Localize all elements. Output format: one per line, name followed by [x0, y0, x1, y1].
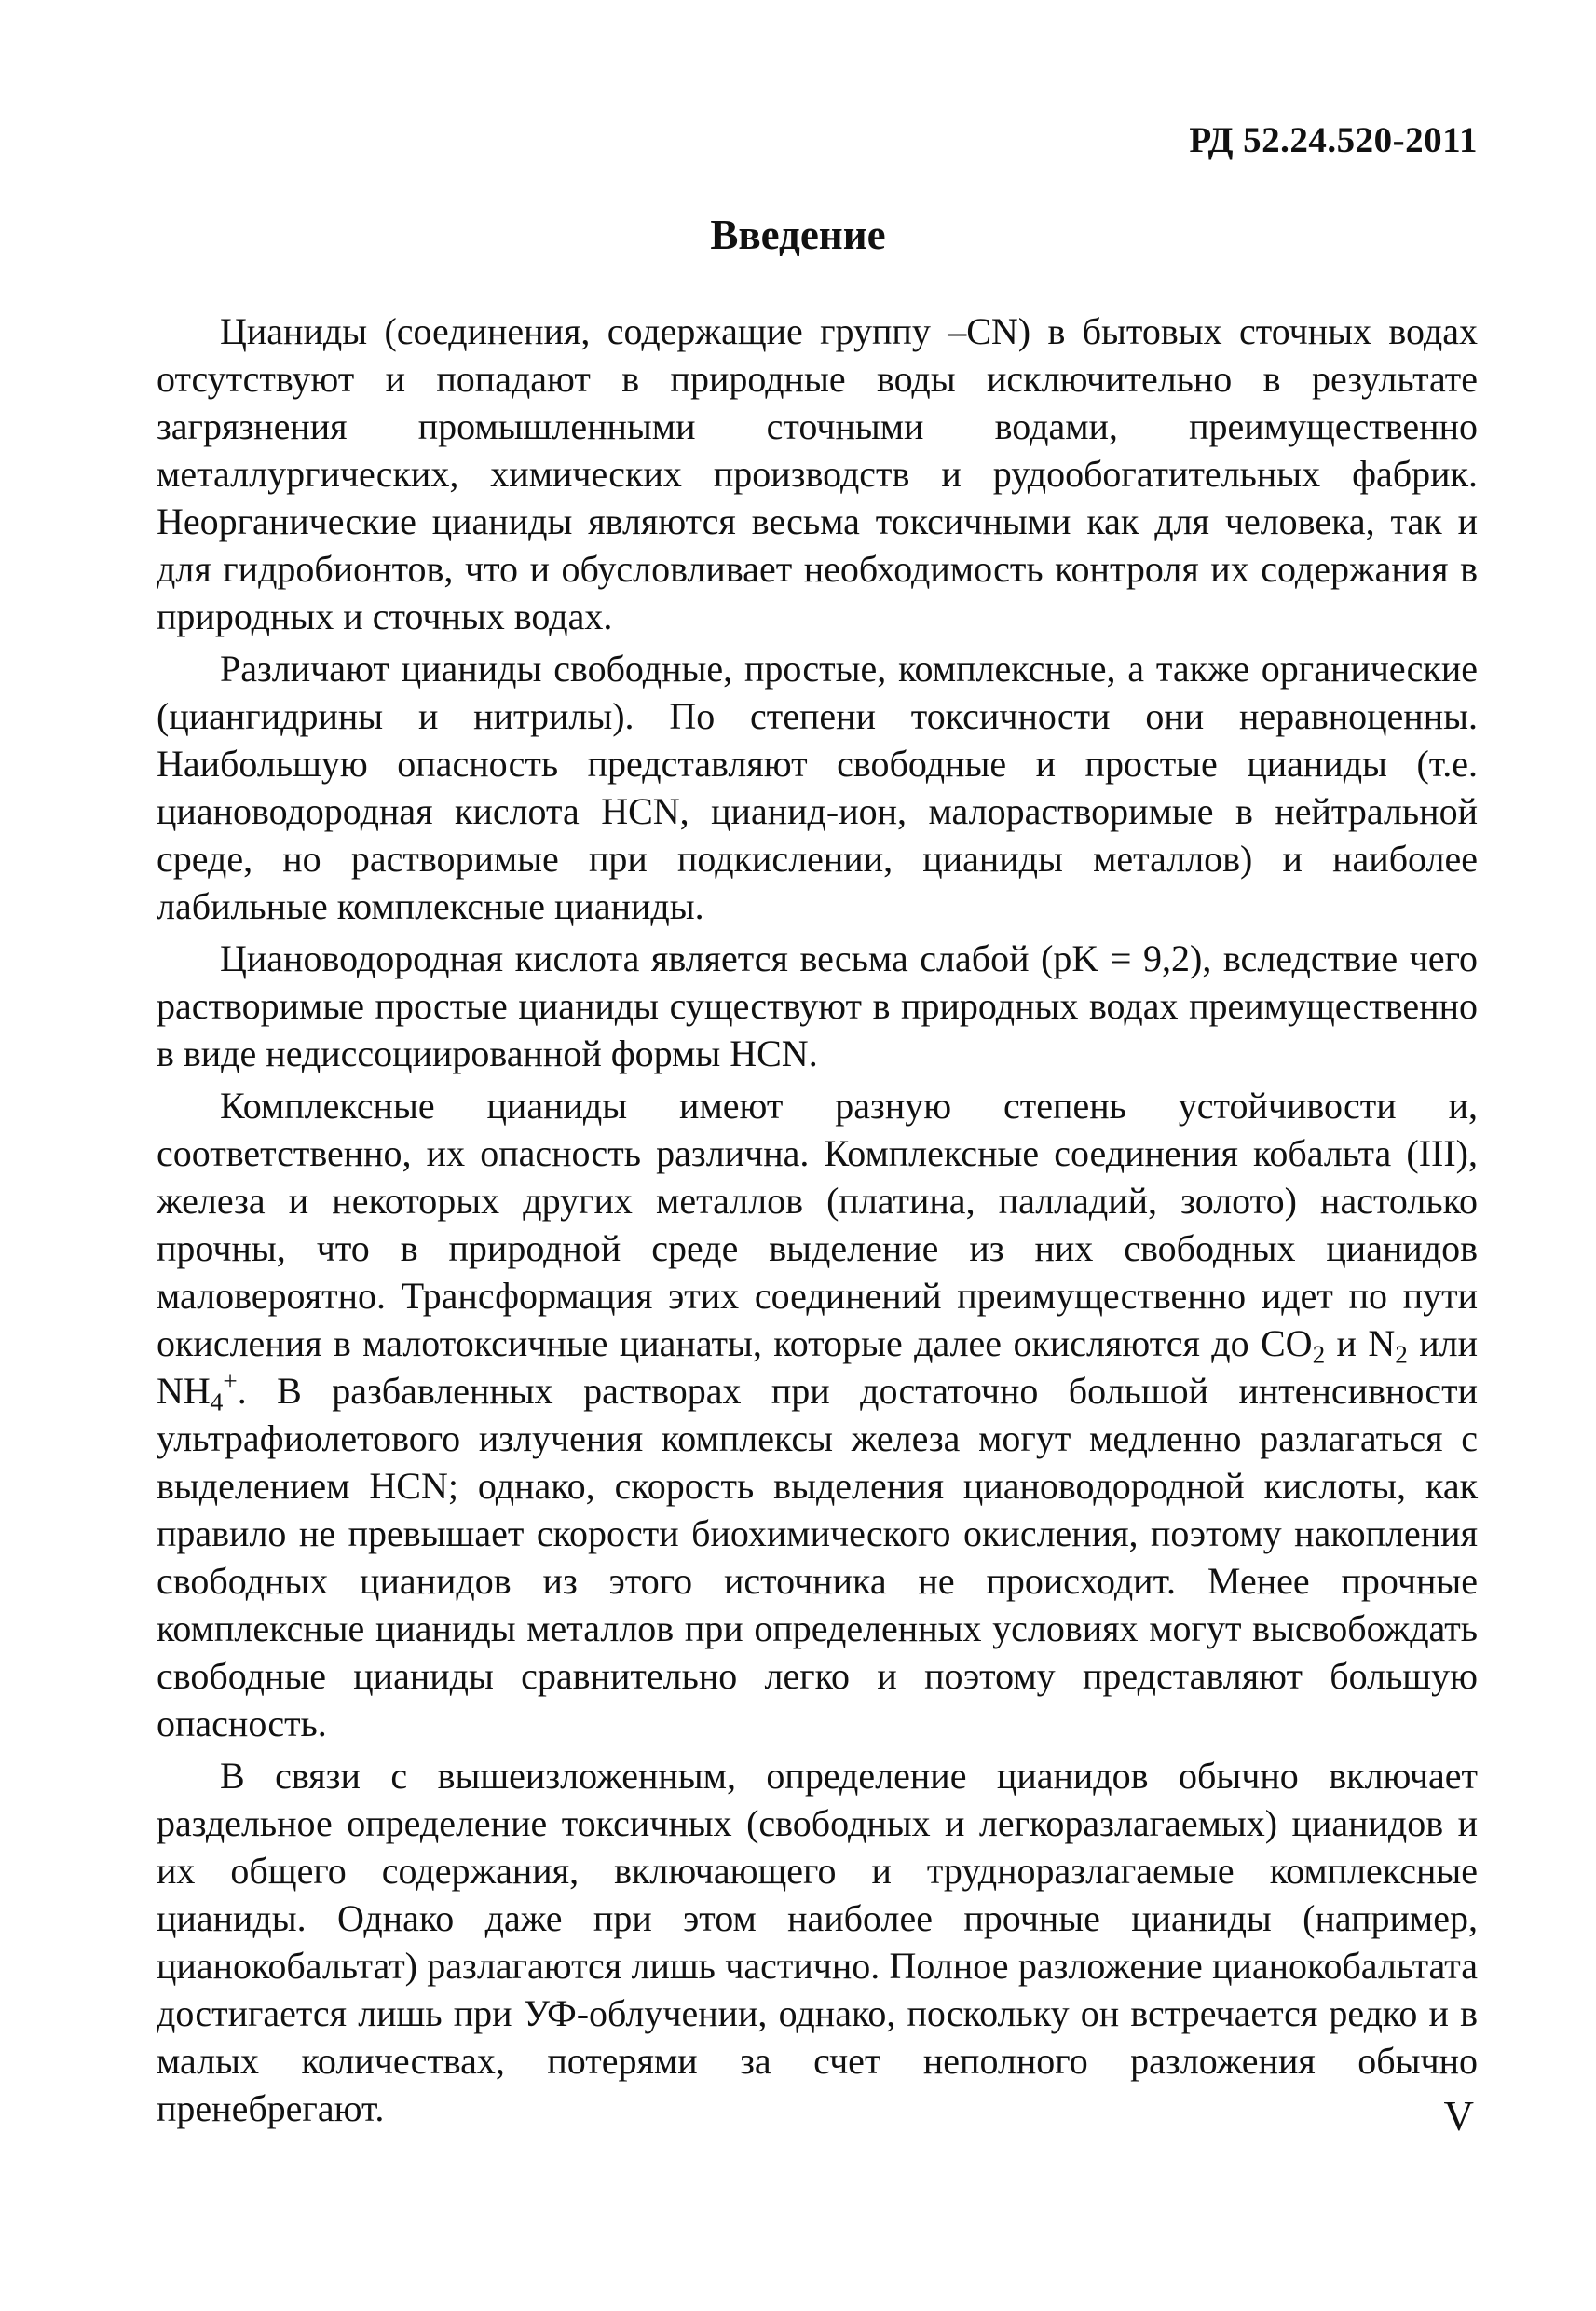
body-text: [157, 308, 1478, 2137]
paragraph-4-text-1: Комплексные цианиды имеют разную степень устойчивости и, соответственно, их опасность различна. Комплексные соединения кобальта (III), железа и некоторых других металлов (платина, палладий, золото) настолько прочны, что в природной среде выделение из них свободных цианидов маловероятно. Трансформация этих соединений преимущественно идет по пути окисления в малотоксичные цианаты, которые далее окисляются до CO: [157, 1085, 1478, 1364]
paragraph-2: Различают цианиды свободные, простые, комплексные, а также органические (циангидрины и нитрилы). По степени токсичности они неравноценны. Наибольшую опасность представляют свободные и простые цианиды (т.е. циановодородная кислота HCN, цианид-ион, малорастворимые в нейтральной среде, но растворимые при подкислении, цианиды металлов) и наиболее лабильные комплексные цианиды.: [157, 648, 1478, 927]
paragraph-4-text-2: и N: [1325, 1322, 1396, 1364]
page-title: Введение: [710, 212, 886, 258]
document-code: РД 52.24.520-2011: [1189, 120, 1478, 160]
paragraph-4-text-4: . В разбавленных растворах при достаточно большой интенсивности ультрафиолетового излучения комплексы железа могут медленно разлагаться с выделением HCN; однако, скорость выделения циановодородной кислоты, как правило не превышает скорости биохимического окисления, поэтому накопления свободных цианидов из этого источника не происходит. Менее прочные комплексные цианиды металлов при определенных условиях могут высвобождать свободные цианиды сравнительно легко и поэтому представляют большую опасность.: [157, 1370, 1478, 1744]
subscript-n2: 2: [1395, 1340, 1408, 1369]
paragraph-4: [157, 1082, 1478, 1747]
subscript-nh4: 4: [210, 1388, 224, 1416]
paragraph-4-text-3: или NH: [157, 1322, 1479, 1412]
page-number: V: [1443, 2093, 1474, 2140]
paragraph-3: Циановодородная кислота является весьма слабой (pK = 9,2), вследствие чего растворимые простые цианиды существуют в природных водах преимущественно в виде недиссоциированной формы HCN.: [157, 937, 1478, 1074]
paragraph-5: В связи с вышеизложенным, определение цианидов обычно включает раздельное определение токсичных (свободных и легкоразлагаемых) цианидов и их общего содержания, включающего и трудноразлагаемые комплексные цианиды. Однако даже при этом наиболее прочные цианиды (например, цианокобальтат) разлагаются лишь частично. Полное разложение цианокобальтата достигается лишь при УФ-облучении, однако, поскольку он встречается редко и в малых количествах, потерями за счет неполного разложения обычно пренебрегают.: [157, 1755, 1478, 2129]
superscript-plus: +: [223, 1367, 238, 1396]
paragraph-1: Цианиды (соединения, содержащие группу –CN) в бытовых сточных водах отсутствуют и попадают в природные воды исключительно в результате загрязнения промышленными сточными водами, преимущественно металлургических, химических производств и рудообогатительных фабрик. Неорганические цианиды являются весьма токсичными как для человека, так и для гидробионтов, что и обусловливает необходимость контроля их содержания в природных и сточных водах.: [157, 310, 1478, 637]
subscript-co2: 2: [1312, 1340, 1326, 1369]
